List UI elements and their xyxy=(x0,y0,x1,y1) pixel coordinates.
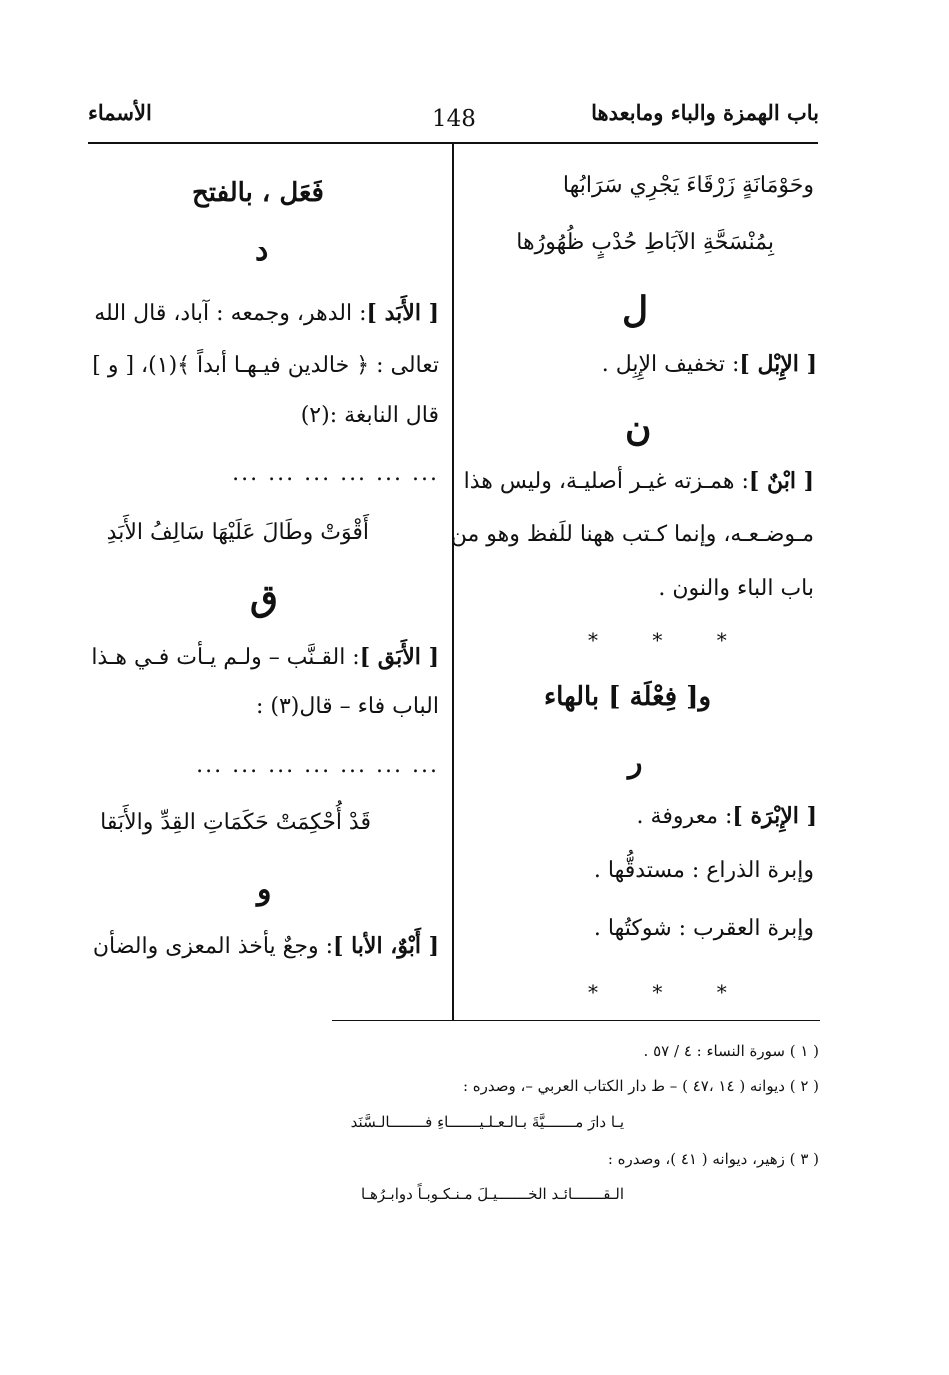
entry-ibn xyxy=(464,470,814,493)
entry-continuation: باب الباء والنون . xyxy=(658,576,814,601)
running-head-left: الأسماء xyxy=(88,100,152,125)
footnote-rule xyxy=(332,1020,820,1021)
section-heading-fila: و[ فِعْلَة ] بالهاء xyxy=(543,682,711,712)
entry-term: [ الإِبْل ] xyxy=(739,351,817,377)
entry-abad xyxy=(94,302,439,325)
section-letter-waw: و xyxy=(257,872,272,907)
entry-definition: : الدهر، وجمعه : آباد، قال الله xyxy=(94,301,367,326)
section-separator: * * * xyxy=(588,628,751,652)
entry-definition: : همـزته غيـر أصليـة، وليس هذا xyxy=(463,469,749,494)
footnote-3: ( ٣ ) زهير، ديوانه ( ٤١ )، وصدره : xyxy=(607,1150,819,1168)
footnote-3-verse: الـقـــــــائـد الخـــــــيـلَ مـنـكـوبـاً دوابـرُهـا xyxy=(361,1185,624,1203)
entry-term: [ أَبْوٌ، الأبا ] xyxy=(333,933,439,959)
ellipsis-line: ... ... ... ... ... ... ... xyxy=(196,753,439,778)
verse-line: وحَوْمَانَةٍ زَرْقَاءَ يَجْرِي سَرَابُها xyxy=(562,173,814,198)
entry-continuation: قال النابغة :(٢) xyxy=(300,403,439,428)
entry-continuation: تعالى : ﴿ خالدين فيـهـا أبداً ﴾(١)، [ و ] xyxy=(92,353,439,378)
section-letter-nun: ن xyxy=(625,407,652,449)
entry-term: [ الأَبَق ] xyxy=(359,644,439,670)
section-letter-dal: د xyxy=(255,233,269,268)
entry-ibra xyxy=(637,805,817,828)
section-separator: * * * xyxy=(588,980,751,1004)
entry-continuation: مـوضـعـه، وإنما كـتب ههنا للَفظ وهو من xyxy=(450,522,814,547)
footnote-2: ( ٢ ) ديوانه ( ١٤ ،٤٧ ) – ط دار الكتاب العربي –، وصدره : xyxy=(462,1077,819,1095)
entry-continuation: الباب فاء – قال(٣) : xyxy=(255,694,439,719)
column-divider xyxy=(452,144,454,1020)
entry-definition: : وجعٌ يأخذ المعزى والضأن xyxy=(92,934,334,959)
entry-term: [ الإِبْرَة ] xyxy=(732,803,817,829)
section-heading-faal: فَعَل ، بالفتح xyxy=(191,178,324,208)
entry-definition: : تخفيف الإِبِل . xyxy=(601,352,740,377)
section-letter-ra: ر xyxy=(628,745,643,780)
ellipsis-line: ... ... ... ... ... ... xyxy=(232,461,439,486)
entry-abw xyxy=(93,935,439,958)
page-number: 148 xyxy=(432,106,476,132)
section-letter-lam: ل xyxy=(622,289,649,331)
entry-term: [ ابْنٌ ] xyxy=(748,468,814,494)
verse-line: قَدْ أُحْكِمَتْ حَكَمَاتِ القِدِّ والأَبَقا xyxy=(100,810,371,835)
section-letter-qaf: ق xyxy=(250,577,278,619)
entry-definition: : معروفة . xyxy=(636,804,733,829)
verse-line: بِمُنْسَحَّةِ الآبَاطِ حُدْبٍ ظُهُورُها xyxy=(516,230,774,255)
entry-sub: وإبرة الذراع : مستدقُّها . xyxy=(593,858,814,883)
entry-definition: : القـنَّب – ولـم يـأت فـي هـذا xyxy=(91,645,360,670)
running-head-right: باب الهمزة والباء ومابعدها xyxy=(591,100,819,125)
entry-ibl xyxy=(602,353,817,376)
footnote-2-verse: يـا دارَ مـــــــيَّةَ بـالـعـلـيـــــــاءِ فــــــــالـسَّنَد xyxy=(350,1113,624,1131)
entry-sub: وإبرة العقرب : شوكتُها . xyxy=(593,916,814,941)
footnote-1: ( ١ ) سورة النساء : ٤ / ٥٧ . xyxy=(643,1042,819,1060)
entry-abaq xyxy=(91,646,439,669)
verse-line: أَقْوَتْ وطَالَ عَلَيْهَا سَالِفُ الأَبَدِ xyxy=(106,520,369,545)
entry-term: [ الأَبَد ] xyxy=(366,300,439,326)
